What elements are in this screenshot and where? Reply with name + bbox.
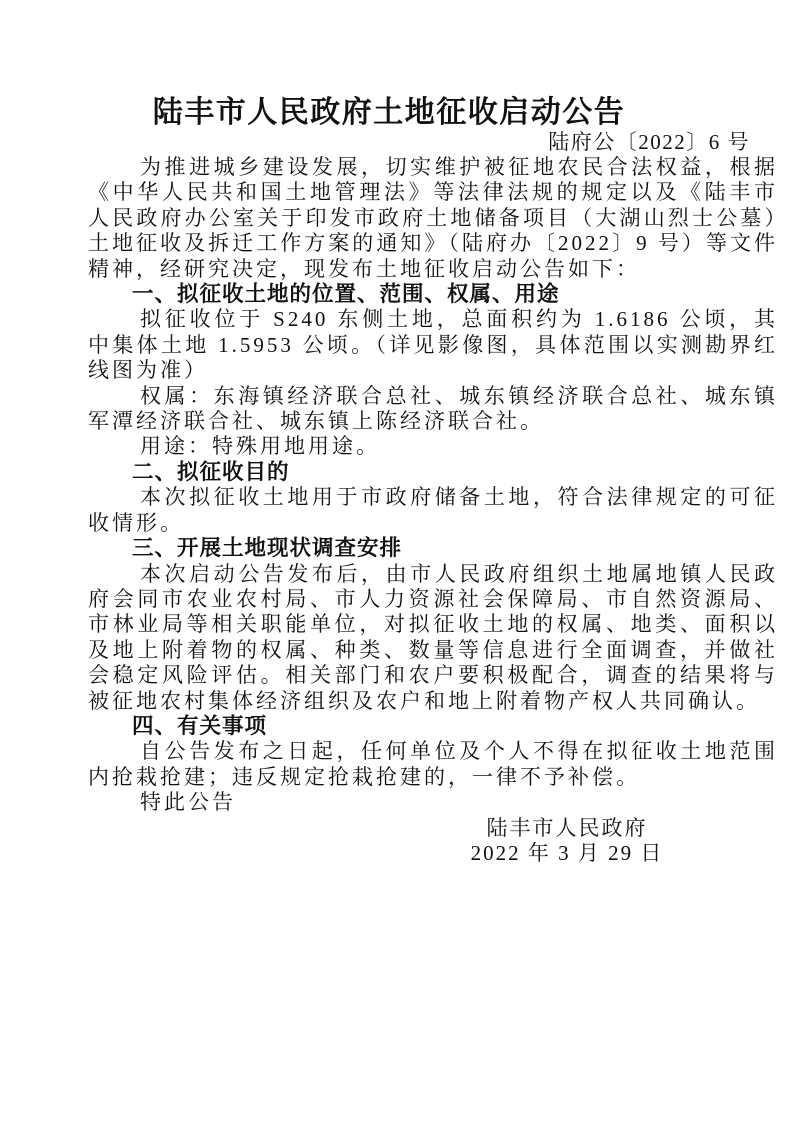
- signature-issuer: 陆丰市人民政府: [486, 815, 648, 840]
- document-content: [88, 96, 778, 866]
- section-3-heading: 三、开展土地现状调查安排: [132, 536, 403, 561]
- signature-date: 2022 年 3 月 29 日: [470, 840, 664, 865]
- section-1-paragraph-ownership: 权属：东海镇经济联合总社、城东镇经济联合总社、城东镇军潭经济联合社、城东镇上陈经济联合社。: [88, 383, 778, 434]
- intro-paragraph: 为推进城乡建设发展，切实维护被征地农民合法权益，根据《中华人民共和国土地管理法》等法律法规的规定以及《陆丰市人民政府办公室关于印发市政府土地储备项目（大湖山烈士公墓）土地征收及拆迁工作方案的通知》（陆府办〔2022〕9 号）等文件精神，经研究决定，现发布土地征收启动公告如下：: [88, 155, 778, 281]
- signature-block: [442, 816, 692, 867]
- page-title: 陆丰市人民政府土地征收启动公告: [152, 96, 626, 129]
- section-1-heading: 一、拟征收土地的位置、范围、权属、用途: [132, 282, 560, 307]
- section-1-paragraph-usage: 用途：特殊用地用途。: [140, 434, 380, 459]
- section-4-heading: 四、有关事项: [132, 713, 268, 738]
- section-1-paragraph-location: 拟征收位于 S240 东侧土地，总面积约为 1.6186 公顷，其中集体土地 1.5953 公顷。（详见影像图，具体范围以实测勘界红线图为准）: [88, 307, 778, 383]
- section-3-paragraph: 本次启动公告发布后，由市人民政府组织土地属地镇人民政府会同市农业农村局、市人力资源社会保障局、市自然资源局、市林业局等相关职能单位，对拟征收土地的权属、地类、面积以及地上附着物的权属、种类、数量等信息进行全面调查，并做社会稳定风险评估。相关部门和农户要积极配合，调查的结果将与被征地农村集体经济组织及农户和地上附着物产权人共同确认。: [88, 561, 778, 713]
- document-number: 陆府公〔2022〕6 号: [548, 130, 750, 154]
- closing-line: 特此公告: [140, 790, 236, 815]
- section-4-paragraph: 自公告发布之日起，任何单位及个人不得在拟征收土地范围内抢栽抢建；违反规定抢栽抢建的，一律不予补偿。: [88, 739, 778, 789]
- section-2-paragraph: 本次拟征收土地用于市政府储备土地，符合法律规定的可征收情形。: [88, 485, 778, 535]
- section-2-heading: 二、拟征收目的: [132, 459, 290, 484]
